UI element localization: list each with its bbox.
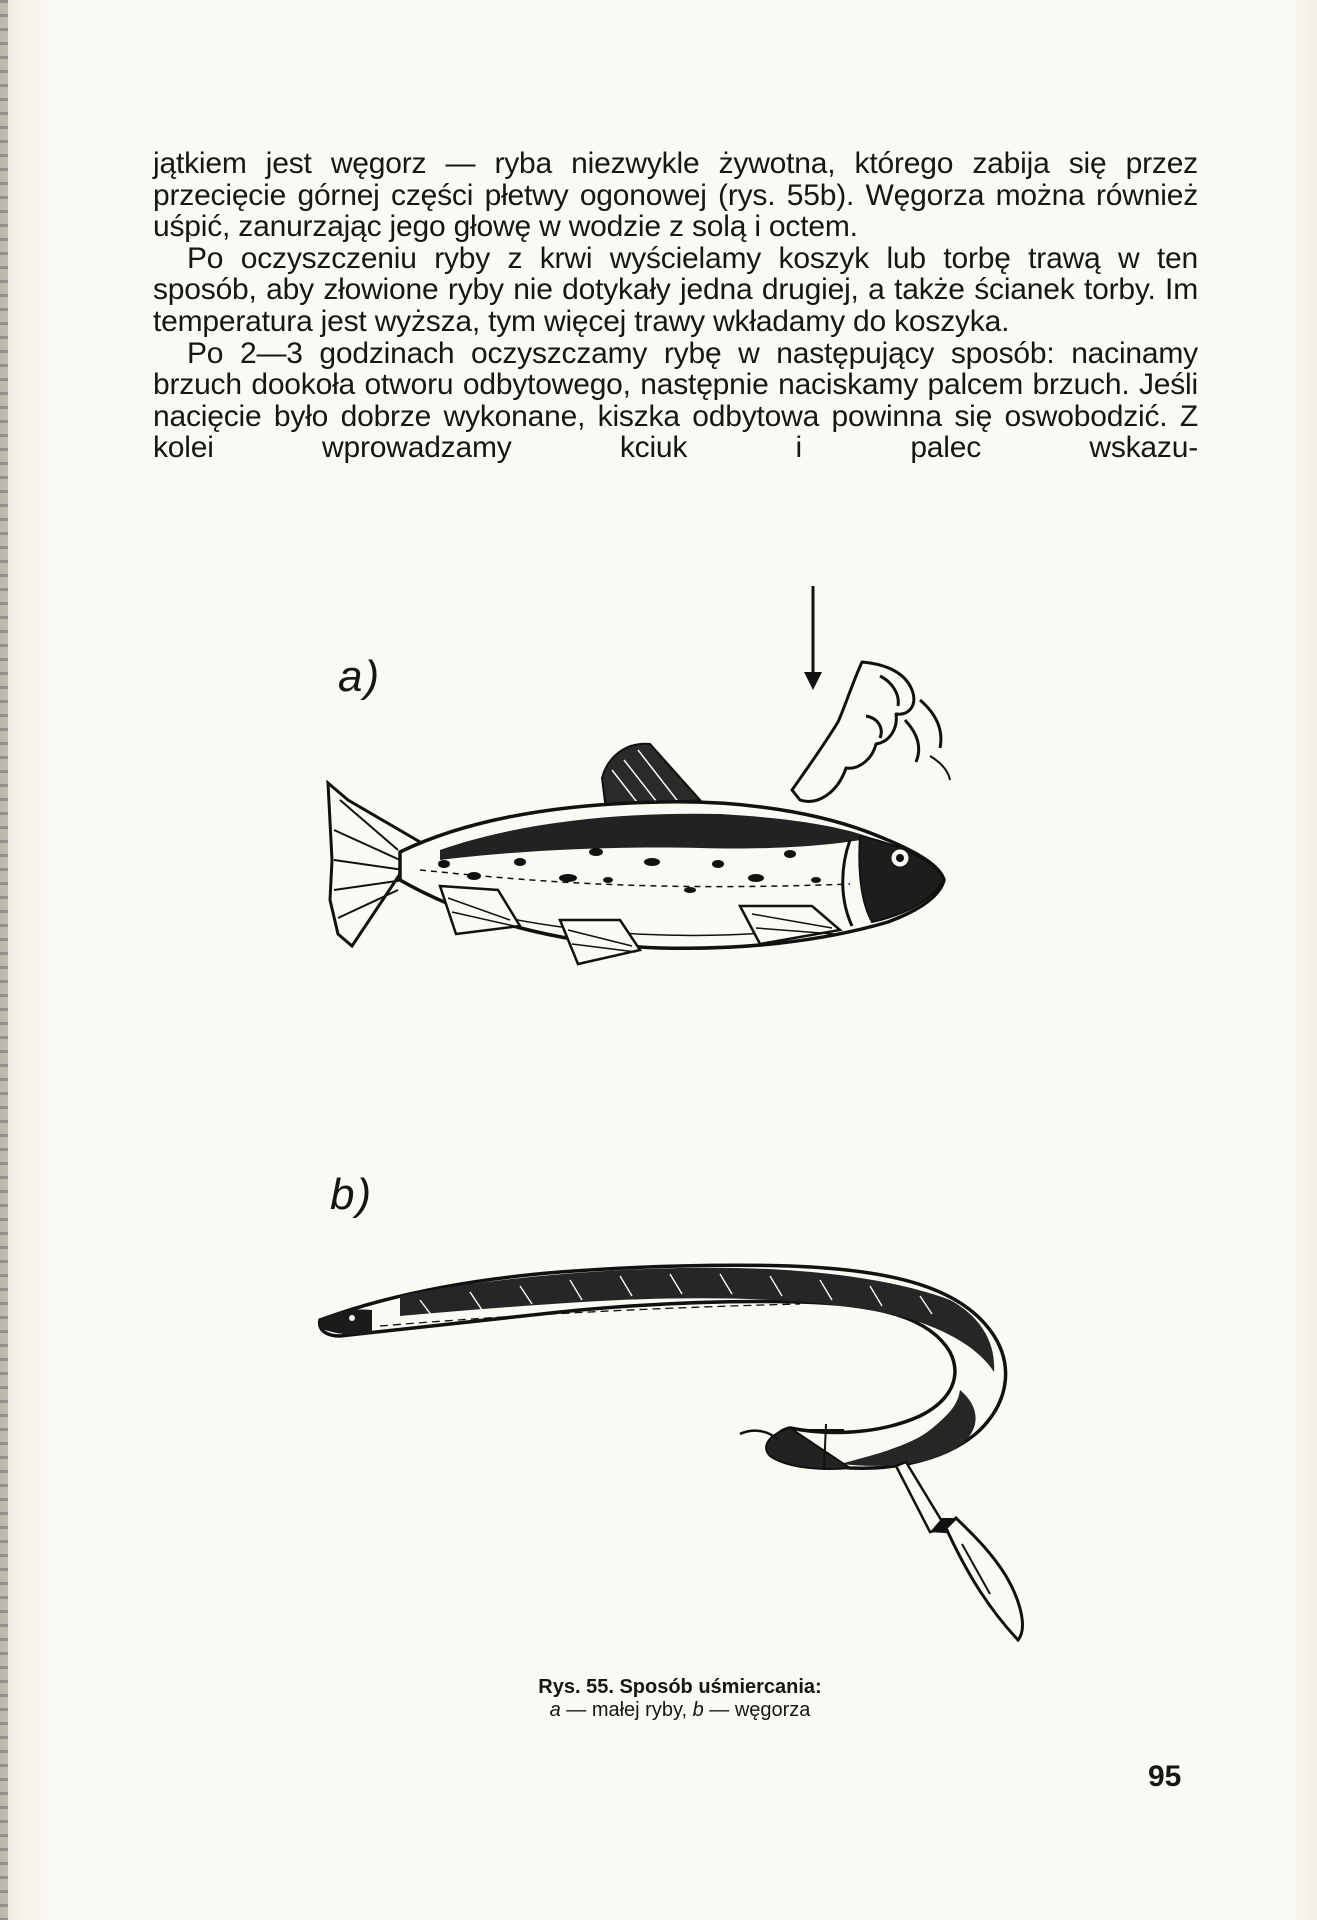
paragraph-3: Po 2—3 godzinach oczyszczamy rybę w następujący sposób: nacinamy brzuch dookoła otworu odbytowego, następnie naciskamy palcem brzuch. Jeśli nacięcie było dobrze wykonane, kiszka odbytowa powinna się oswobodzić. Z kolei wprowadzamy kciuk i palec wskazu- xyxy=(153,336,1198,465)
caption-letter-a: a xyxy=(549,1699,561,1721)
caption-text-a: — małej ryby, xyxy=(560,1699,693,1721)
figure-label-a: a) xyxy=(338,652,382,701)
caption-text-b: — węgorza xyxy=(703,1699,811,1721)
knife-icon xyxy=(896,1462,1022,1640)
small-fish-illustration xyxy=(328,744,944,964)
arrow-down-icon xyxy=(804,586,822,690)
caption-legend xyxy=(420,1699,940,1722)
figure-label-b: b) xyxy=(330,1170,374,1219)
figure-caption xyxy=(420,1676,940,1722)
paragraph-2: Po oczyszczeniu ryby z krwi wyścielamy koszyk lub torbę trawą w ten sposób, aby złowione ryby nie dotykały jedna drugiej, a także ścianek torby. Im temperatura jest wyższa, tym więcej trawy wkładamy do koszyka. xyxy=(153,241,1198,338)
eel-illustration xyxy=(320,1265,1006,1470)
paragraph-1: jątkiem jest węgorz — ryba niezwykle żywotna, którego zabija się przez przecięcie górnej części płetwy ogonowej (rys. 55b). Węgorza można również uśpić, zanurzając jego głowę w wodzie z solą i octem. xyxy=(153,147,1198,244)
page-number: 95 xyxy=(1148,1760,1182,1793)
caption-title: Rys. 55. Sposób uśmiercania: xyxy=(538,1676,822,1698)
caption-letter-b: b xyxy=(692,1699,704,1721)
